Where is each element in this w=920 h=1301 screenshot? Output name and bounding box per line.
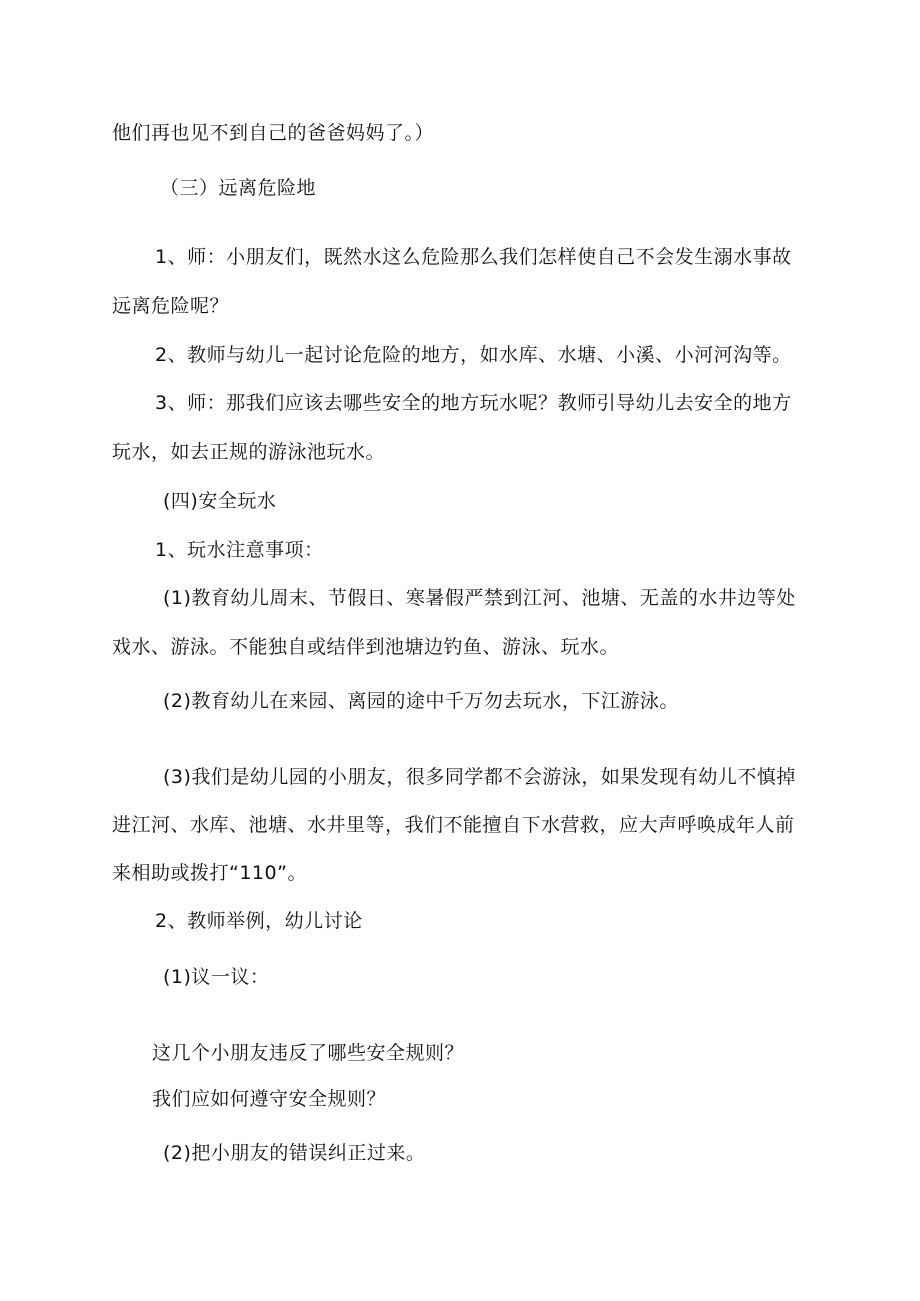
text-line: 1、玩水注意事项： [155, 539, 324, 561]
text-line: 1、师：小朋友们，既然水这么危险那么我们怎样使自己不会发生溺水事故 [155, 246, 792, 268]
text-line: (3)我们是幼儿园的小朋友，很多同学都不会游泳，如果发现有幼儿不慎掉 [163, 766, 796, 788]
text-line: 他们再也见不到自己的爸爸妈妈了。） [112, 122, 435, 144]
text-line: 玩水，如去正规的游泳池玩水。 [112, 441, 386, 463]
text-line: 我们应如何遵守安全规则？ [152, 1088, 387, 1110]
text-line: (1)教育幼儿周末、节假日、寒暑假严禁到江河、池塘、无盖的水井边等处 [163, 587, 796, 609]
section-heading: （三）远离危险地 [160, 177, 317, 199]
text-line: 3、师：那我们应该去哪些安全的地方玩水呢？教师引导幼儿去安全的地方 [155, 392, 792, 414]
text-line: 2、教师与幼儿一起讨论危险的地方，如水库、水塘、小溪、小河河沟等。 [155, 344, 792, 366]
text-line: 远离危险呢？ [112, 295, 230, 317]
text-line: (1)议一议： [163, 966, 270, 988]
text-line: 来相助或拨打“110”。 [112, 862, 307, 884]
text-line: (2)把小朋友的错误纠正过来。 [163, 1142, 426, 1164]
text-line: (2)教育幼儿在来园、离园的途中千万勿去玩水，下江游泳。 [163, 690, 679, 712]
section-heading: (四)安全玩水 [163, 490, 277, 512]
text-line: 戏水、游泳。不能独自或结伴到池塘边钓鱼、游泳、玩水。 [112, 636, 620, 658]
text-line: 这几个小朋友违反了哪些安全规则？ [152, 1042, 465, 1064]
text-line: 进江河、水库、池塘、水井里等，我们不能擅自下水营救，应大声呼唤成年人前 [112, 814, 795, 836]
text-line: 2、教师举例，幼儿讨论 [155, 910, 363, 932]
